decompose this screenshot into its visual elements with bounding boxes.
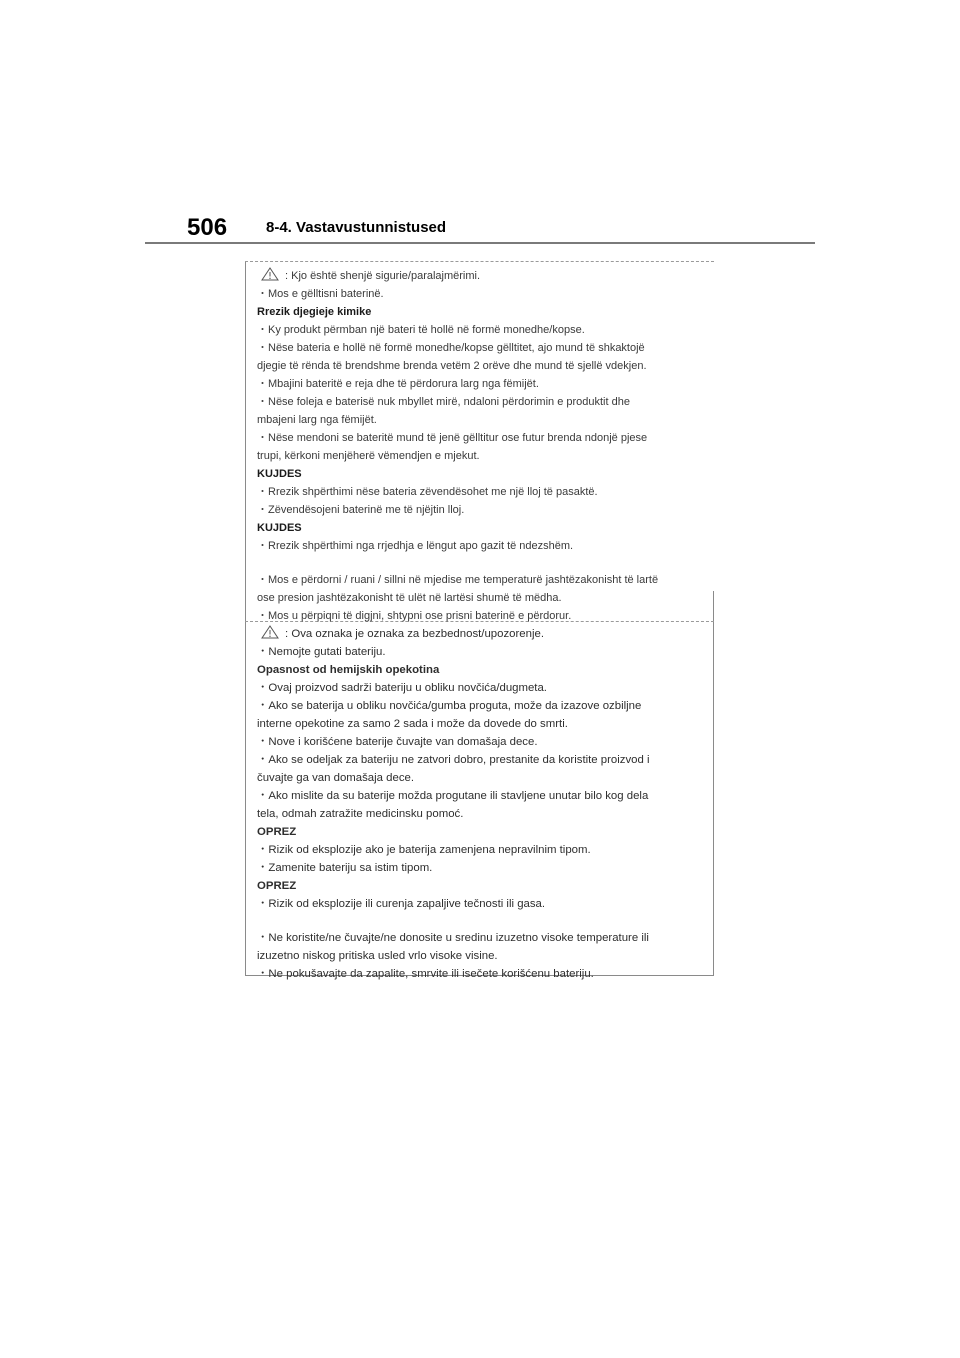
section-heading: KUJDES <box>257 468 302 480</box>
section-heading: OPREZ <box>257 826 297 838</box>
warning-text-line: ・Mos u përpiqni të digjni, shtypni ose prisni baterinë e përdorur. <box>257 610 572 622</box>
warning-text-line: ・Zamenite bateriju sa istim tipom. <box>257 862 433 874</box>
warning-triangle-icon <box>261 267 279 285</box>
warning-text-line <box>257 913 704 929</box>
warning-text-line: izuzetno niskog pritiska usled vrlo visoke visine. <box>257 950 498 962</box>
frame-left-border <box>245 261 246 976</box>
warning-text-line: ・Ne koristite/ne čuvajte/ne donosite u sredinu izuzetno visoke temperature ili <box>257 932 649 944</box>
warning-text-line: ose presion jashtëzakonisht të ulët në lartësi shumë të mëdha. <box>257 592 562 604</box>
warning-text-line: ・Zëvendësojeni baterinë me të njëjtin lloj. <box>257 504 465 516</box>
warning-text-line: ・Ky produkt përmban një bateri të hollë në formë monedhe/kopse. <box>257 324 585 336</box>
header-rule <box>145 242 815 244</box>
warning-text-line: čuvajte ga van domašaja dece. <box>257 772 415 784</box>
warning-text-line: mbajeni larg nga fëmijët. <box>257 414 377 426</box>
section-heading: KUJDES <box>257 522 302 534</box>
page-number: 506 <box>187 214 228 241</box>
section-heading: OPREZ <box>257 880 297 892</box>
albanian-warning-block <box>257 267 704 625</box>
albanian-lines <box>257 285 704 625</box>
warning-text: : Kjo është shenjë sigurie/paralajmërimi. <box>285 270 481 282</box>
warning-text-line: ・Nëse mendoni se bateritë mund të jenë gëlltitur ose futur brenda ndonjë pjese <box>257 432 648 444</box>
serbian-warning-block <box>257 625 704 983</box>
warning-text-line: ・Mbajini bateritë e reja dhe të përdorura larg nga fëmijët. <box>257 378 539 390</box>
serbian-lines <box>257 643 704 983</box>
warning-text-line: trupi, kërkoni menjëherë vëmendjen e mjekut. <box>257 450 480 462</box>
warning-text-line <box>257 555 704 571</box>
warning-text-line: ・Ako mislite da su baterije možda progutane ili stavljene unutar bilo kog dela <box>257 790 649 802</box>
warning-text-line: ・Rrezik shpërthimi nga rrjedhja e lëngut apo gazit të ndezshëm. <box>257 540 574 552</box>
warning-text-line: ・Rizik od eksplozije ili curenja zapaljive tečnosti ili gasa. <box>257 898 546 910</box>
frame-right-border <box>713 591 714 976</box>
warning-text-line: ・Nëse bateria e hollë në formë monedhe/kopse gëlltitet, ajo mund të shkaktojë <box>257 342 645 354</box>
frame-top-border <box>245 261 714 262</box>
section-heading: Rrezik djegieje kimike <box>257 306 372 318</box>
section-title: 8-4. Vastavustunnistused <box>266 219 447 236</box>
warning-text-line: ・Mos e gëlltisni baterinë. <box>257 288 384 300</box>
warning-text-line: ・Ne pokušavajte da zapalite, smrvite ili isečete korišćenu bateriju. <box>257 968 594 980</box>
warning-text-line: ・Rrezik shpërthimi nëse bateria zëvendësohet me një lloj të pasaktë. <box>257 486 598 498</box>
warning-text-line: ・Nove i korišćene baterije čuvajte van domašaja dece. <box>257 736 538 748</box>
label-frame <box>245 261 714 980</box>
warning-line <box>257 267 704 285</box>
section-heading: Opasnost od hemijskih opekotina <box>257 664 440 676</box>
warning-text-line: djegie të rënda të brendshme brenda vetëm 2 orëve dhe mund të sjellë vdekjen. <box>257 360 647 372</box>
warning-text: : Ova oznaka je oznaka za bezbednost/upozorenje. <box>285 628 544 640</box>
warning-text-line: ・Ako se odeljak za bateriju ne zatvori dobro, prestanite da koristite proizvod i <box>257 754 650 766</box>
warning-text-line: ・Mos e përdorni / ruani / sillni në mjedise me temperaturë jashtëzakonisht të lartë <box>257 574 659 586</box>
warning-text-line: ・Rizik od eksplozije ako je baterija zamenjena nepravilnim tipom. <box>257 844 591 856</box>
warning-line <box>257 625 704 643</box>
warning-text-line: tela, odmah zatražite medicinsku pomoć. <box>257 808 464 820</box>
warning-triangle-icon <box>261 625 279 643</box>
warning-text-line: ・Nemojte gutati bateriju. <box>257 646 386 658</box>
warning-text-line: ・Ako se baterija u obliku novčića/gumba proguta, može da izazove ozbiljne <box>257 700 642 712</box>
warning-text-line: ・Ovaj proizvod sadrži bateriju u obliku novčića/dugmeta. <box>257 682 547 694</box>
warning-text-line: interne opekotine za samo 2 sada i može da dovede do smrti. <box>257 718 568 730</box>
warning-text-line: ・Nëse foleja e baterisë nuk mbyllet mirë, ndaloni përdorimin e produktit dhe <box>257 396 630 408</box>
